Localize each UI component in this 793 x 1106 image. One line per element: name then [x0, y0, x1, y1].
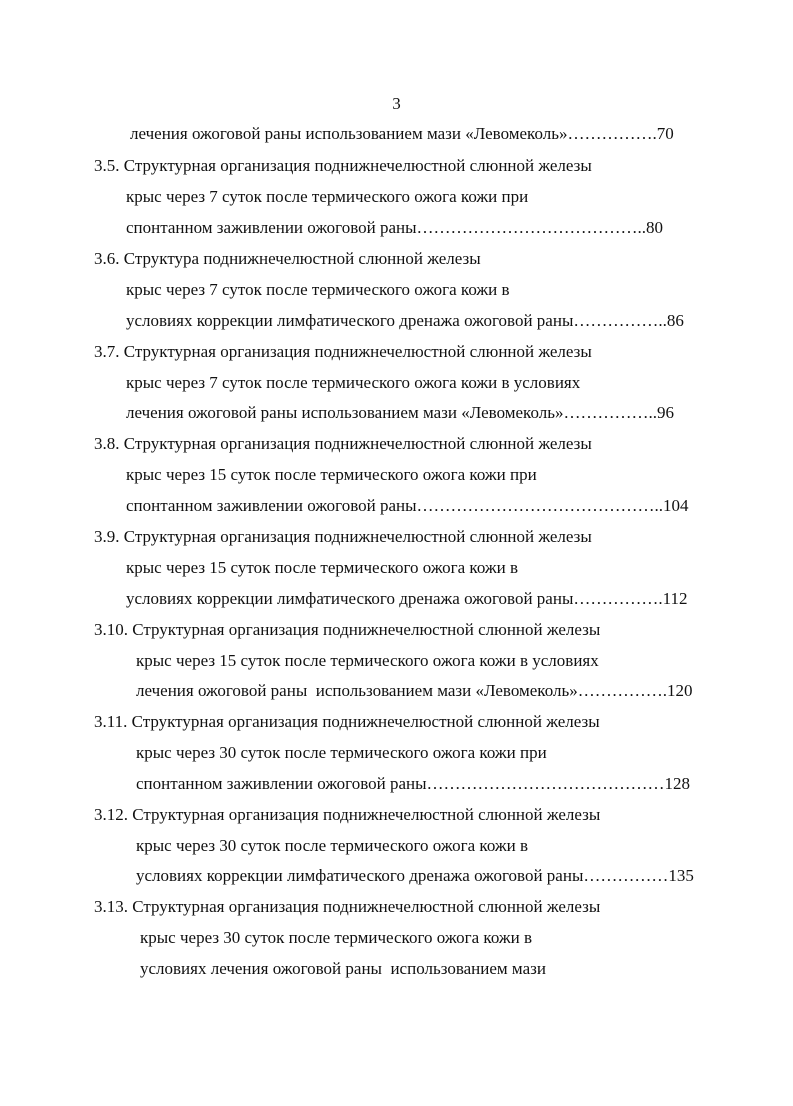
toc-line: лечения ожоговой раны использованием мази «Левомеколь»…………….70 — [130, 124, 674, 143]
toc-line: спонтанном заживлении ожоговой раны……………………………………128 — [136, 774, 691, 793]
toc-heading: 3.8. Структурная организация поднижнечелюстной слюнной железы — [94, 434, 592, 453]
toc-line: крыс через 7 суток после термического ожога кожи в условиях — [126, 373, 581, 392]
toc-line: крыс через 7 суток после термического ожога кожи при — [126, 187, 529, 206]
toc-heading: 3.10. Структурная организация поднижнечелюстной слюнной железы — [94, 620, 601, 639]
toc-heading: 3.11. Структурная организация поднижнечелюстной слюнной железы — [94, 712, 600, 731]
toc-heading: 3.5. Структурная организация поднижнечелюстной слюнной железы — [94, 156, 592, 175]
toc-line: лечения ожоговой раны использованием мази «Левомеколь»…………….120 — [136, 681, 693, 700]
toc-line: условиях коррекции лимфатического дренажа ожоговой раны…………….112 — [126, 589, 688, 608]
toc-heading: 3.7. Структурная организация поднижнечелюстной слюнной железы — [94, 342, 592, 361]
toc-heading: 3.9. Структурная организация поднижнечелюстной слюнной железы — [94, 527, 592, 546]
toc-line: лечения ожоговой раны использованием мази «Левомеколь»……………..96 — [126, 403, 674, 422]
toc-line: крыс через 7 суток после термического ожога кожи в — [126, 280, 510, 299]
toc-line: крыс через 30 суток после термического ожога кожи в — [136, 836, 529, 855]
toc-line: крыс через 15 суток после термического ожога кожи при — [126, 465, 537, 484]
toc-line: крыс через 30 суток после термического ожога кожи в — [140, 928, 533, 947]
page-number: 3 — [392, 94, 401, 113]
toc-line: крыс через 30 суток после термического ожога кожи при — [136, 743, 547, 762]
toc-heading: 3.6. Структура поднижнечелюстной слюнной железы — [94, 249, 481, 268]
toc-line: спонтанном заживлении ожоговой раны……………………………………..104 — [126, 496, 689, 515]
toc-line: условиях коррекции лимфатического дренажа ожоговой раны……………..86 — [126, 311, 684, 330]
toc-heading: 3.13. Структурная организация поднижнечелюстной слюнной железы — [94, 897, 601, 916]
toc-line: спонтанном заживлении ожоговой раны…………………………………..80 — [126, 218, 664, 237]
toc-line: крыс через 15 суток после термического ожога кожи в — [126, 558, 519, 577]
toc-line: условиях лечения ожоговой раны использованием мази — [140, 959, 546, 978]
toc-line: условиях коррекции лимфатического дренажа ожоговой раны……………135 — [136, 866, 694, 885]
toc-line: крыс через 15 суток после термического ожога кожи в условиях — [136, 651, 599, 670]
toc-heading: 3.12. Структурная организация поднижнечелюстной слюнной железы — [94, 805, 601, 824]
